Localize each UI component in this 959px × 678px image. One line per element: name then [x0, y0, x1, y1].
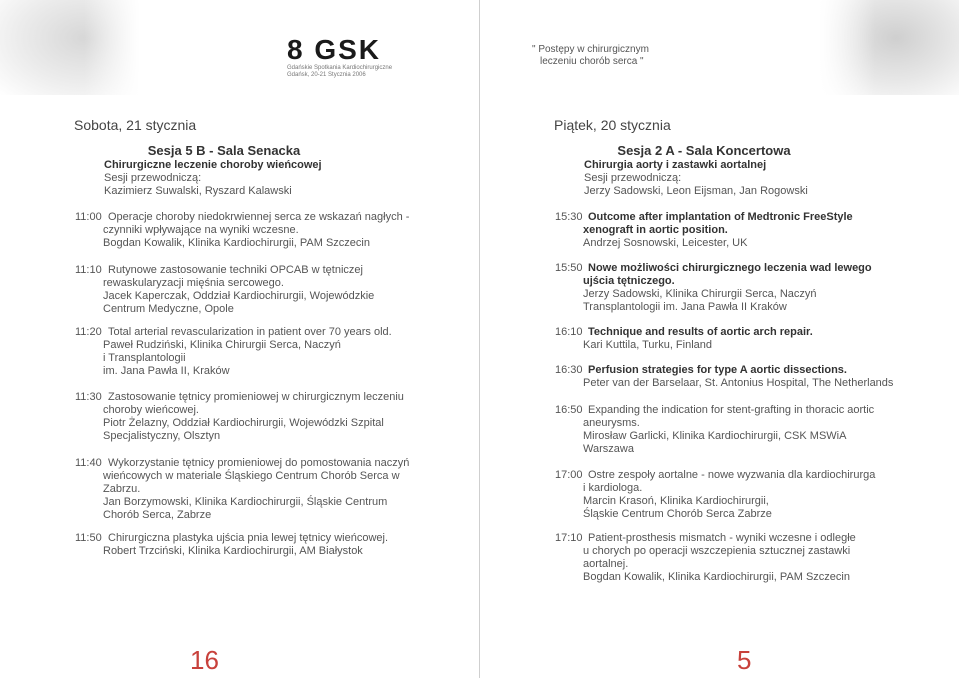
entry-detail-line: czynniki wpływające na wyniki wczesne. — [103, 224, 299, 236]
entry-time: 16:50 — [555, 404, 583, 416]
entry-detail-line: Chorób Serca, Zabrze — [103, 509, 212, 521]
entry-detail-line: Śląskie Centrum Chorób Serca Zabrze — [583, 508, 772, 520]
entry-time: 17:00 — [555, 469, 583, 481]
right-page — [480, 0, 959, 678]
entry-detail-line: Zabrzu. — [103, 483, 141, 495]
entry-detail-line: Specjalistyczny, Olsztyn — [103, 430, 221, 442]
program-entry — [75, 391, 470, 443]
entry-title-line: 16:50 Expanding the indication for stent-grafting in thoracic aortic — [555, 404, 875, 416]
entry-title-line: 16:30 Perfusion strategies for type A aortic dissections. — [555, 364, 847, 376]
logo-subtitle: Gdańskie Spotkania Kardiochirurgiczne Gdańsk, 20-21 Stycznia 2006 — [287, 65, 393, 78]
entry-title-line: 11:30 Zastosowanie tętnicy promieniowej w chirurgicznym leczeniu — [75, 391, 404, 403]
day-heading: Piątek, 20 stycznia — [554, 117, 671, 133]
program-entry — [555, 262, 950, 314]
entry-time: 11:00 — [75, 211, 102, 223]
entry-detail-line: u chorych po operacji wszczepienia sztucznej zastawki — [583, 545, 851, 557]
entry-detail-line: choroby wieńcowej. — [103, 404, 199, 416]
program-entry — [555, 364, 950, 390]
program-entry — [555, 326, 950, 352]
entry-title-line: 11:40 Wykorzystanie tętnicy promieniowej do pomostowania naczyń — [75, 457, 410, 469]
entry-detail-line: Warszawa — [583, 443, 634, 455]
entry-title-line: ujścia tętniczego. — [583, 275, 675, 287]
entry-time: 11:10 — [75, 264, 102, 276]
session-subtitle: Chirurgiczne leczenie choroby wieńcowej — [104, 159, 322, 171]
entry-detail-line: i Transplantologii — [103, 352, 186, 364]
session-title: Sesja 2 A - Sala Koncertowa — [617, 143, 791, 158]
program-entry — [75, 326, 470, 378]
entry-detail-line: Kari Kuttila, Turku, Finland — [583, 339, 713, 351]
header-photo-right — [819, 0, 959, 95]
entry-detail-line: Bogdan Kowalik, Klinika Kardiochirurgii, PAM Szczecin — [103, 237, 370, 249]
day-heading: Sobota, 21 stycznia — [74, 117, 197, 133]
left-page — [0, 0, 479, 678]
entry-title-line: 11:50 Chirurgiczna plastyka ujścia pnia lewej tętnicy wieńcowej. — [75, 532, 389, 544]
session-header — [584, 143, 944, 198]
entry-detail-line: Marcin Krasoń, Klinika Kardiochirurgii, — [583, 495, 769, 507]
entry-detail-line: Bogdan Kowalik, Klinika Kardiochirurgii, PAM Szczecin — [583, 571, 850, 583]
entry-time: 11:50 — [75, 532, 102, 544]
chairs-names: Kazimierz Suwalski, Ryszard Kalawski — [104, 185, 292, 197]
program-entry — [75, 264, 470, 316]
entry-title-line: 17:00 Ostre zespoły aortalne - nowe wyzwania dla kardiochirurga — [555, 469, 876, 481]
entry-title-line: xenograft in aortic position. — [583, 224, 728, 236]
entry-detail-line: wieńcowych w materiale Śląskiego Centrum Chorób Serca w — [103, 470, 400, 482]
program-entry — [555, 404, 950, 456]
program-entry — [555, 532, 950, 584]
entry-time: 11:40 — [75, 457, 102, 469]
header-photo-left — [0, 0, 140, 95]
entry-detail-line: Jerzy Sadowski, Klinika Chirurgii Serca, Naczyń — [583, 288, 817, 300]
entry-time: 16:30 — [555, 364, 583, 376]
chairs-label: Sesji przewodniczą: — [104, 172, 202, 184]
conference-tagline: " Postępy w chirurgicznym leczeniu chorób serca " — [532, 44, 649, 67]
entry-title-line: 17:10 Patient-prosthesis mismatch - wyniki wczesne i odległe — [555, 532, 856, 544]
entry-detail-line: Paweł Rudziński, Klinika Chirurgii Serca, Naczyń — [103, 339, 341, 351]
session-subtitle: Chirurgia aorty i zastawki aortalnej — [584, 159, 767, 171]
session-title: Sesja 5 B - Sala Senacka — [147, 143, 301, 158]
entry-title-line: 15:50 Nowe możliwości chirurgicznego leczenia wad lewego — [555, 262, 872, 274]
program-entry — [75, 211, 470, 250]
chairs-label: Sesji przewodniczą: — [584, 172, 682, 184]
entry-detail-line: Andrzej Sosnowski, Leicester, UK — [583, 237, 748, 249]
entry-time: 15:30 — [555, 211, 583, 223]
entry-title-line: 15:30 Outcome after implantation of Medtronic FreeStyle — [555, 211, 853, 223]
entry-title-line: 16:10 Technique and results of aortic arch repair. — [555, 326, 813, 338]
entry-detail-line: Mirosław Garlicki, Klinika Kardiochirurgii, CSK MSWiA — [583, 430, 847, 442]
entry-title-line: 11:20 Total arterial revascularization in patient over 70 years old. — [75, 326, 392, 338]
entry-detail-line: Piotr Żelazny, Oddział Kardiochirurgii, Wojewódzki Szpital — [103, 417, 384, 429]
program-entry — [75, 532, 470, 558]
entry-detail-line: Centrum Medyczne, Opole — [103, 303, 234, 315]
session-header — [104, 143, 464, 198]
entry-detail-line: Transplantologii im. Jana Pawła II Kraków — [583, 301, 787, 313]
entry-detail-line: im. Jana Pawła II, Kraków — [103, 365, 230, 377]
entry-detail-line: aortalnej. — [583, 558, 629, 570]
program-entry — [75, 457, 470, 522]
entry-title-line: 11:00 Operacje choroby niedokrwiennej serca ze wskazań nagłych - — [75, 211, 410, 223]
entry-detail-line: Robert Trzciński, Klinika Kardiochirurgii, AM Białystok — [103, 545, 363, 557]
entry-time: 11:30 — [75, 391, 102, 403]
page-number: 5 — [737, 645, 752, 675]
entry-time: 16:10 — [555, 326, 583, 338]
entry-time: 15:50 — [555, 262, 583, 274]
logo-mark: 8 GSK — [287, 34, 382, 65]
program-entry — [555, 211, 950, 250]
entry-detail-line: i kardiologa. — [583, 482, 643, 494]
entry-detail-line: Peter van der Barselaar, St. Antonius Hospital, The Netherlands — [583, 377, 894, 389]
entry-detail-line: Jan Borzymowski, Klinika Kardiochirurgii, Śląskie Centrum — [103, 496, 388, 508]
page-number: 16 — [190, 645, 219, 675]
entry-detail-line: rewaskularyzacji mięśnia sercowego. — [103, 277, 284, 289]
entry-detail-line: aneurysms. — [583, 417, 640, 429]
chairs-names: Jerzy Sadowski, Leon Eijsman, Jan Rogowski — [584, 185, 808, 197]
entry-title-line: 11:10 Rutynowe zastosowanie techniki OPCAB w tętniczej — [75, 264, 363, 276]
program-entry — [555, 469, 950, 521]
entry-detail-line: Jacek Kaperczak, Oddział Kardiochirurgii, Wojewódzkie — [103, 290, 375, 302]
conference-logo — [287, 35, 417, 80]
entry-time: 17:10 — [555, 532, 583, 544]
entry-time: 11:20 — [75, 326, 102, 338]
